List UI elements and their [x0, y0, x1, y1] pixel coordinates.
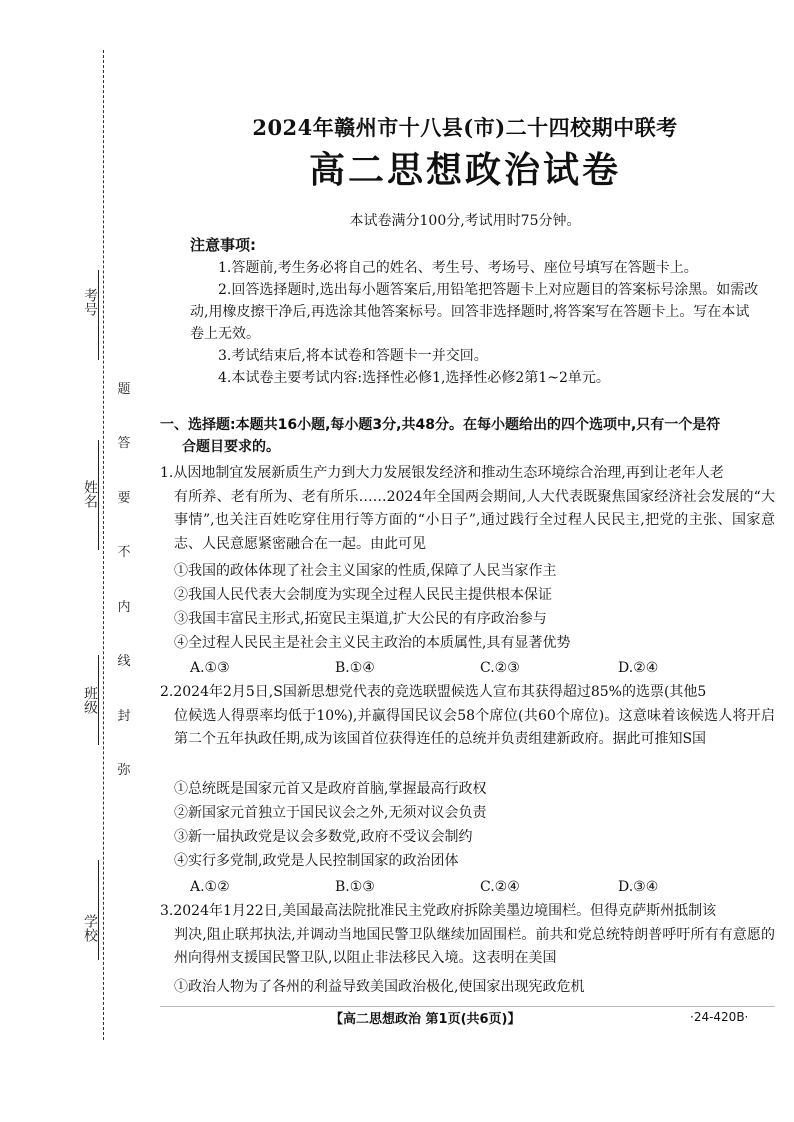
choice-d[interactable]: D.②④ — [618, 660, 659, 676]
choice-b[interactable]: B.①④ — [335, 660, 375, 676]
section-heading-line2: 合题目要求的。 — [182, 439, 280, 455]
seal-char: 不 — [117, 545, 131, 561]
school-label: 学校 — [82, 914, 98, 942]
name-label: 姓名 — [82, 480, 98, 508]
seal-char: 要 — [117, 490, 131, 506]
binding-dashed-line — [103, 50, 104, 1040]
exam-title: 2024年赣州市十八县(市)二十四校期中联考 — [252, 115, 678, 140]
seal-char: 弥 — [117, 762, 131, 778]
name-blank[interactable] — [98, 440, 99, 550]
exam-number-label: 考号 — [82, 288, 98, 316]
seal-char: 线 — [117, 654, 131, 670]
question-3-stem-line1: 3.2024年1月22日,美国最高法院批准民主党政府拆除美墨边境围栏。但得克萨斯州抵制该 — [160, 903, 717, 919]
question-3-stem-rest: 判决,阻止联邦执法,并调动当地国民警卫队继续加固围栏。前共和党总统特朗普呼吁所有有意愿的州向得州支援国民警卫队,以阻止非法移民入境。这表明在美国 — [174, 926, 775, 966]
question-3-option: ①政治人物为了各州的利益导致美国政治极化,使国家出现宪政危机 — [174, 979, 585, 995]
note-item: 2.回答选择题时,选出每小题答案后,用铅笔把答题卡上对应题目的答案标号涂黑。如需改动,用橡皮擦干净后,再选涂其他答案标号。回答非选择题时,将答案写在答题卡上。写在本试卷上无效。 — [190, 282, 759, 342]
note-item: 4.本试卷主要考试内容:选择性必修1,选择性必修2第1~2单元。 — [218, 370, 610, 386]
subject-title: 高二思想政治试卷 — [308, 149, 621, 191]
choice-c[interactable]: C.②④ — [480, 879, 520, 895]
question-1-stem — [160, 462, 775, 556]
class-blank[interactable] — [98, 655, 99, 745]
question-1-choices — [190, 657, 770, 679]
footer-divider — [160, 1006, 775, 1007]
seal-char: 答 — [117, 436, 131, 452]
question-1-option: ①我国的政体体现了社会主义国家的性质,保障了人民当家作主 — [174, 563, 557, 579]
paper-code: ·24-420B· — [690, 1010, 749, 1024]
notes-heading: 注意事项: — [190, 236, 256, 254]
choice-a[interactable]: A.①② — [190, 879, 230, 895]
exam-number-blank[interactable] — [98, 270, 99, 360]
seal-char: 内 — [117, 599, 131, 615]
seal-char: 封 — [117, 708, 131, 724]
question-2-option: ②新国家元首独立于国民议会之外,无须对议会负责 — [174, 805, 487, 821]
note-item: 1.答题前,考生务必将自己的姓名、考生号、考场号、座位号填写在答题卡上。 — [218, 260, 698, 276]
question-2-stem-line1: 2.2024年2月5日,S国新思想党代表的竞选联盟候选人宣布其获得超过85%的选票(其他5 — [160, 684, 707, 700]
choice-a[interactable]: A.①③ — [190, 660, 230, 676]
seal-warning-text — [114, 378, 134, 778]
question-1-stem-rest: 有所养、老有所为、老有所乐……2024年全国两会期间,人大代表既聚焦国家经济社会发展的“大事情”,也关注百姓吃穿住用行等方面的“小日子”,通过践行全过程人民民主,把党的主张、国家意志、人民意愿紧密融合在一起。由此可见 — [174, 488, 775, 552]
question-1-stem-line1: 1.从因地制宜发展新质生产力到大力发展银发经济和推动生态环境综合治理,再到让老年人老 — [160, 465, 724, 481]
class-label: 班级 — [82, 686, 98, 714]
school-blank[interactable] — [98, 860, 99, 960]
question-2-choices — [190, 876, 770, 898]
question-2-option: ①总统既是国家元首又是政府首脑,掌握最高行政权 — [174, 781, 487, 797]
exam-info: 本试卷满分100分,考试用时75分钟。 — [349, 213, 581, 229]
seal-char: 题 — [117, 382, 131, 397]
question-2-stem — [160, 681, 775, 752]
question-2-option: ③新一届执政党是议会多数党,政府不受议会制约 — [174, 829, 473, 845]
section-heading — [160, 414, 775, 458]
question-3-stem — [160, 900, 775, 971]
question-2-stem-rest: 位候选人得票率均低于10%),并赢得国民议会58个席位(共60个席位)。这意味着该候选人将开启第二个五年执政任期,成为该国首位获得连任的总统并负责组建新政府。据此可推知S国 — [174, 707, 775, 747]
question-2-option: ④实行多党制,政党是人民控制国家的政治团体 — [174, 853, 459, 869]
question-1-option: ③我国丰富民主形式,拓宽民主渠道,扩大公民的有序政治参与 — [174, 611, 547, 627]
note-item: 3.考试结束后,将本试卷和答题卡一并交回。 — [218, 348, 488, 364]
choice-d[interactable]: D.③④ — [618, 879, 659, 895]
question-1-option: ②我国人民代表大会制度为实现全过程人民民主提供根本保证 — [174, 587, 552, 603]
choice-b[interactable]: B.①③ — [335, 879, 375, 895]
page-footer: 【高二思想政治 第1页(共6页)】 — [330, 1012, 521, 1027]
question-1-option: ④全过程人民民主是社会主义民主政治的本质属性,具有显著优势 — [174, 635, 571, 651]
choice-c[interactable]: C.②③ — [480, 660, 520, 676]
section-heading-line1: 一、选择题:本题共16小题,每小题3分,共48分。在每小题给出的四个选项中,只有一个是符 — [160, 417, 721, 433]
